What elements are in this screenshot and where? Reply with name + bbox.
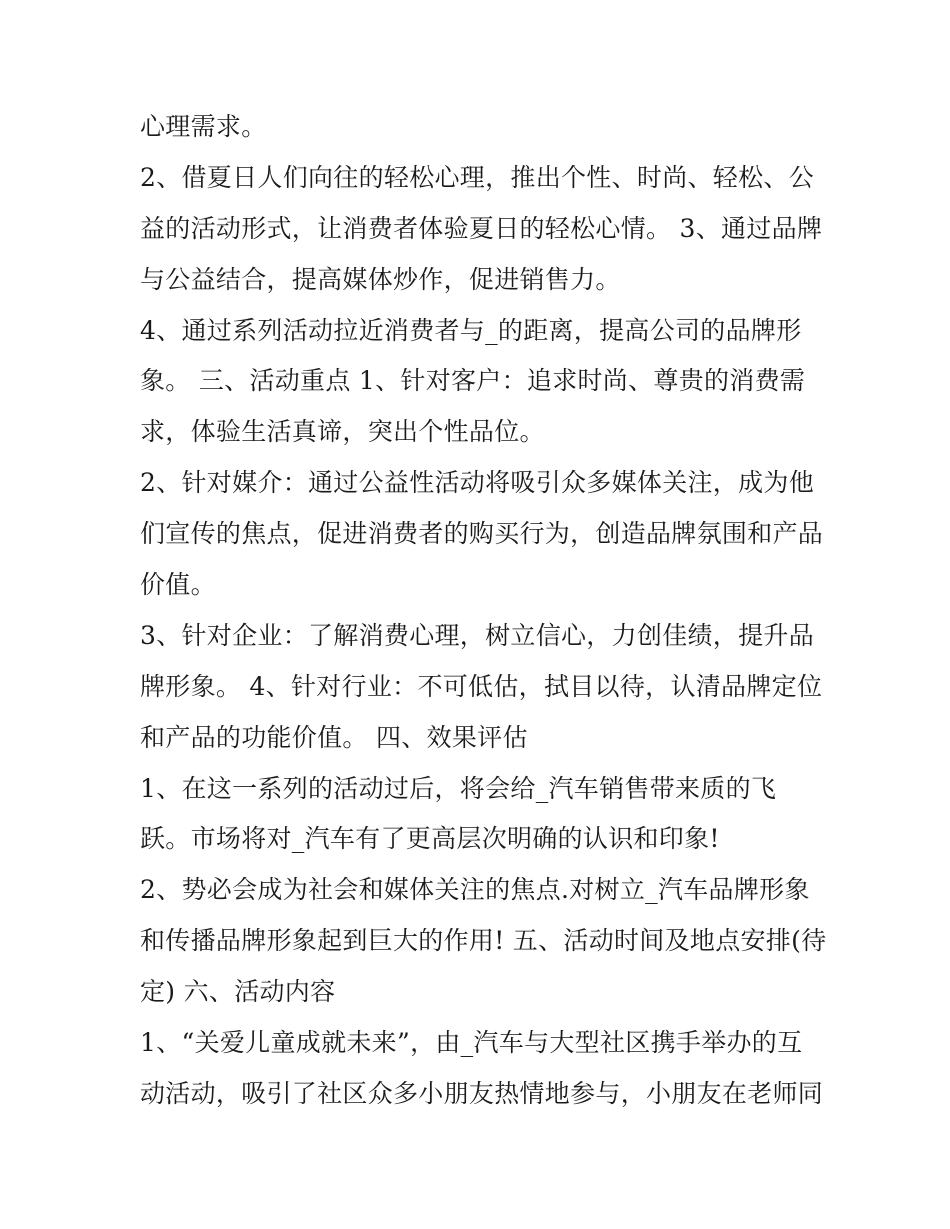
text-line: 牌形象。 4、针对行业：不可低估，拭目以待，认清品牌定位: [140, 671, 823, 701]
text-line: 们宣传的焦点，促进消费者的购买行为，创造品牌氛围和产品: [140, 519, 824, 549]
text-line: 4、通过系列活动拉近消费者与_的距离，提高公司的品牌形: [140, 315, 802, 345]
document-body: [140, 102, 827, 1120]
text-line: 定) 六、活动内容: [140, 977, 336, 1007]
text-line: 跃。市场将对_汽车有了更高层次明确的认识和印象!: [140, 824, 720, 854]
text-line: 和产品的功能价值。 四、效果评估: [140, 722, 528, 752]
text-line: 和传播品牌形象起到巨大的作用! 五、活动时间及地点安排(待: [140, 926, 827, 956]
text-line: 2、针对媒介：通过公益性活动将吸引众多媒体关注，成为他: [140, 468, 815, 498]
text-line: 与公益结合，提高媒体炒作，促进销售力。: [140, 264, 621, 294]
text-line: 1、在这一系列的活动过后，将会给_汽车销售带来质的飞: [140, 773, 777, 803]
text-line: 求，体验生活真谛，突出个性品位。: [140, 417, 545, 447]
text-line: 2、借夏日人们向往的轻松心理，推出个性、时尚、轻松、公: [140, 162, 815, 192]
text-line: 益的活动形式，让消费者体验夏日的轻松心情。 3、通过品牌: [140, 213, 823, 243]
text-line: 价值。: [140, 570, 216, 600]
text-line: 2、势必会成为社会和媒体关注的焦点.对树立_汽车品牌形象: [140, 875, 810, 905]
text-line: 象。 三、活动重点 1、针对客户：追求时尚、尊贵的消费需: [140, 366, 806, 396]
text-line: 动活动，吸引了社区众多小朋友热情地参与，小朋友在老师同: [140, 1078, 824, 1108]
text-line: 心理需求。: [140, 112, 267, 141]
text-line: 3、针对企业：了解消费心理，树立信心，力创佳绩，提升品: [140, 620, 815, 650]
text-line: 1、“关爱儿童成就未来”，由_汽车与大型社区携手举办的互: [140, 1028, 803, 1058]
